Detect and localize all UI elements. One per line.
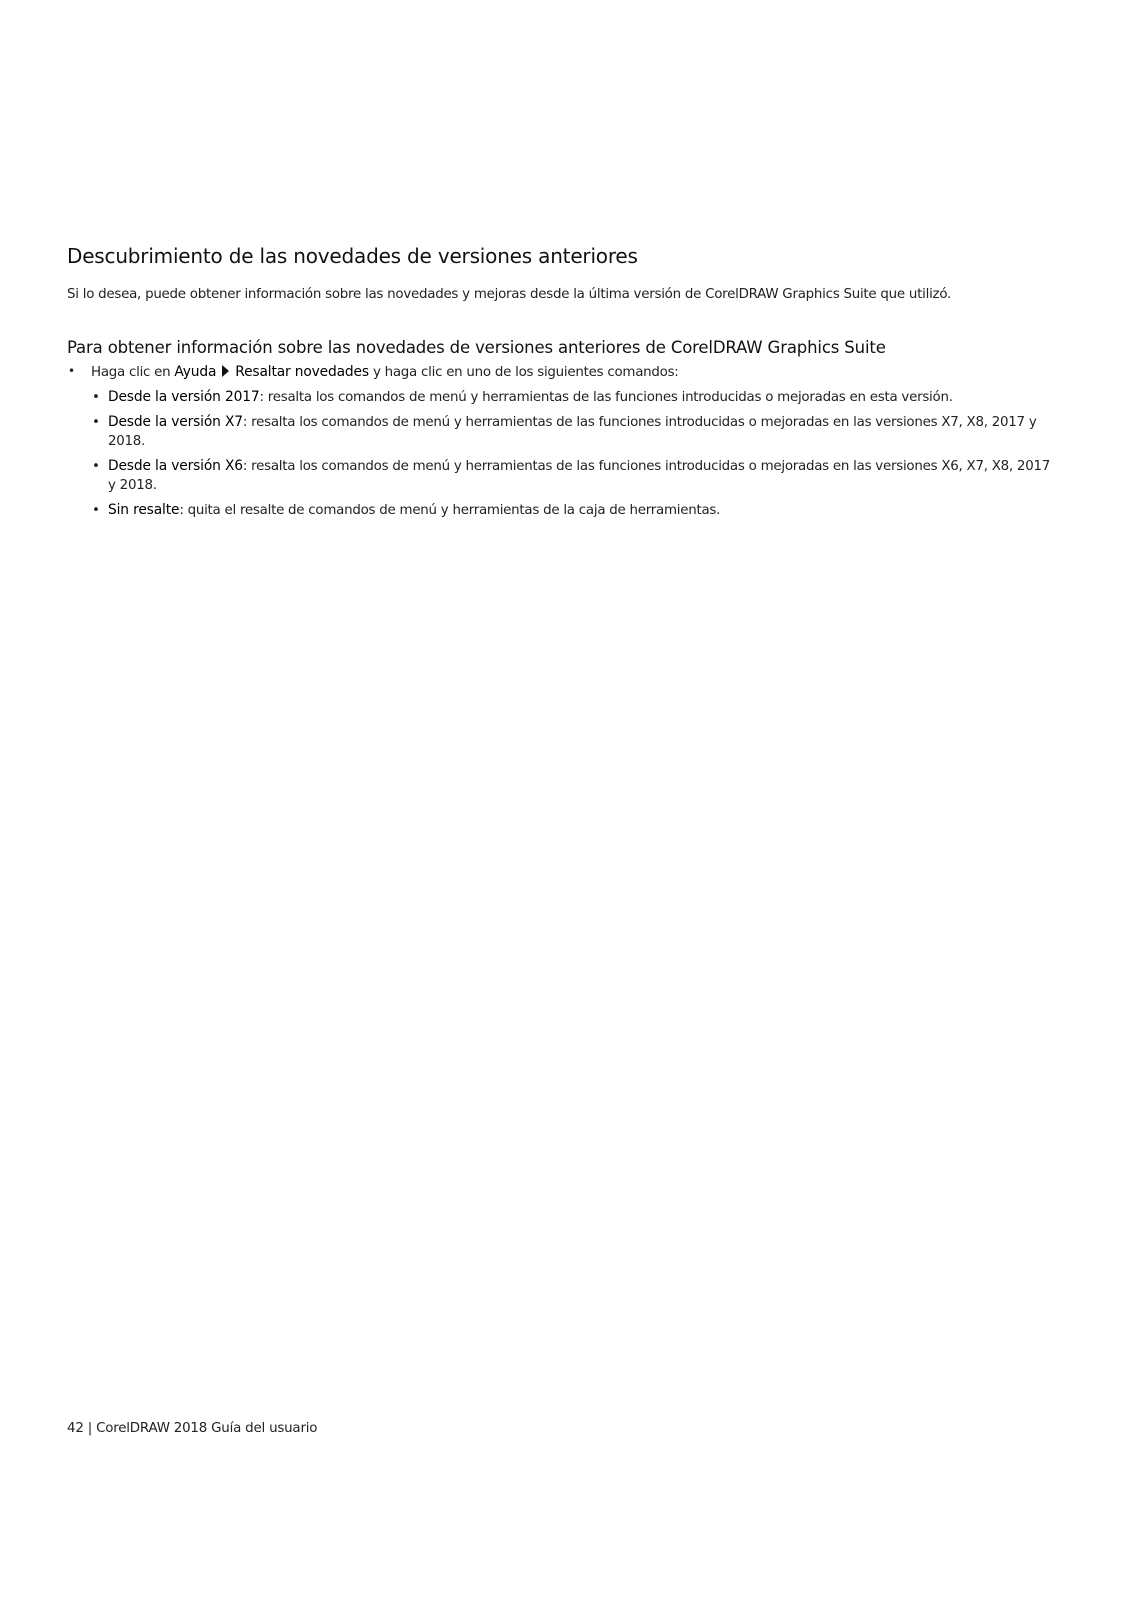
option-description: : resalta los comandos de menú y herramientas de las funciones introducidas o mejoradas en las versiones X6, X7, X8, 2017 y 2018. xyxy=(108,459,1051,493)
list-item xyxy=(92,501,1052,520)
option-term: Desde la versión X7 xyxy=(108,414,243,430)
step-instruction xyxy=(91,364,679,380)
command-name: Resaltar novedades xyxy=(235,364,369,380)
sub-bullet-icon: • xyxy=(92,459,100,474)
submenu-arrow-icon xyxy=(222,365,229,377)
option-description: : resalta los comandos de menú y herramientas de las funciones introducidas o mejoradas en esta versión. xyxy=(259,390,953,405)
step-bullet-icon: • xyxy=(68,364,75,378)
list-item xyxy=(92,413,1052,451)
section-heading: Descubrimiento de las novedades de versiones anteriores xyxy=(67,244,638,268)
intro-paragraph: Si lo desea, puede obtener información sobre las novedades y mejoras desde la última versión de CorelDRAW Graphics Suite que utilizó. xyxy=(67,287,952,302)
option-description: : resalta los comandos de menú y herramientas de las funciones introducidas o mejoradas en las versiones X7, X8, 2017 y 2018. xyxy=(108,415,1037,449)
sub-bullet-icon: • xyxy=(92,503,100,518)
option-term: Desde la versión X6 xyxy=(108,458,243,474)
step-suffix: y haga clic en uno de los siguientes comandos: xyxy=(372,365,679,380)
footer-separator: | xyxy=(87,1421,93,1436)
list-item xyxy=(92,388,1052,407)
sub-bullet-icon: • xyxy=(92,415,100,430)
footer-doc-title: CorelDRAW 2018 Guía del usuario xyxy=(96,1421,318,1436)
option-term: Sin resalte xyxy=(108,502,180,518)
option-description: : quita el resalte de comandos de menú y herramientas de la caja de herramientas. xyxy=(179,503,721,518)
document-page xyxy=(67,0,1067,1601)
sub-bullet-icon: • xyxy=(92,390,100,405)
page-number: 42 xyxy=(67,1421,84,1436)
step-prefix: Haga clic en xyxy=(91,365,171,380)
menu-name: Ayuda xyxy=(174,364,217,380)
option-term: Desde la versión 2017 xyxy=(108,389,260,405)
options-list xyxy=(92,388,1052,526)
list-item xyxy=(92,457,1052,495)
procedure-heading: Para obtener información sobre las novedades de versiones anteriores de CorelDRAW Graphics Suite xyxy=(67,338,886,357)
page-footer xyxy=(67,1421,317,1436)
